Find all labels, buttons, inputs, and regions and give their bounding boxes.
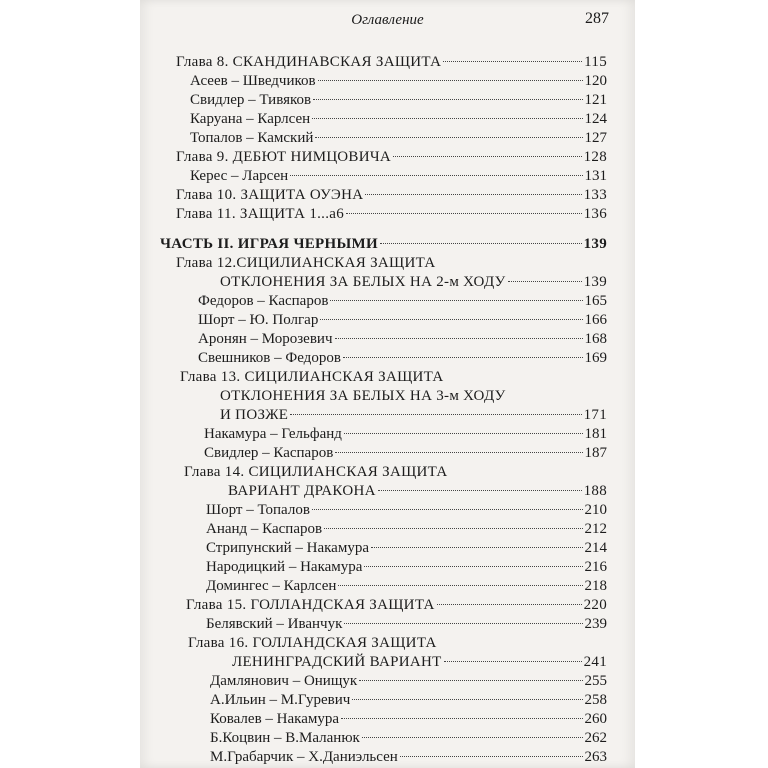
toc-game: Белявский – Иванчук 239 — [206, 616, 607, 632]
toc-game: Ковалев – Накамура 260 — [210, 711, 607, 727]
toc-game: Накамура – Гельфанд 181 — [204, 426, 607, 442]
toc-game: М.Грабарчик – Х.Даниэльсен 263 — [210, 749, 607, 765]
toc-game: Свешников – Федоров 169 — [198, 350, 607, 366]
toc-game: Шорт – Ю. Полгар 166 — [198, 312, 607, 328]
toc-game: Домингес – Карлсен 218 — [206, 578, 607, 594]
toc-chapter: Глава 16. ГОЛЛАНДСКАЯ ЗАЩИТА — [188, 635, 437, 651]
toc-game: Свидлер – Каспаров 187 — [204, 445, 607, 461]
toc-game: Асеев – Шведчиков 120 — [190, 73, 607, 89]
toc-game: Каруана – Карлсен 124 — [190, 111, 607, 127]
toc-chapter: Глава 9. ДЕБЮТ НИМЦОВИЧА 128 — [176, 149, 607, 165]
toc-game: Б.Коцвин – В.Маланюк 262 — [210, 730, 607, 746]
toc-chapter-subtitle: И ПОЗЖЕ 171 — [220, 407, 607, 423]
toc-game: Ананд – Каспаров 212 — [206, 521, 607, 537]
toc-chapter-subtitle: ОТКЛОНЕНИЯ ЗА БЕЛЫХ НА 2-м ХОДУ 139 — [220, 274, 607, 290]
page-number: 287 — [585, 10, 609, 27]
toc-chapter: Глава 10. ЗАЩИТА ОУЭНА 133 — [176, 187, 607, 203]
toc-chapter: Глава 14. СИЦИЛИАНСКАЯ ЗАЩИТА — [184, 464, 448, 480]
toc-game: Дамлянович – Онищук 255 — [210, 673, 607, 689]
toc-game: Стрипунский – Накамура 214 — [206, 540, 607, 556]
toc-game: Керес – Ларсен 131 — [190, 168, 607, 184]
toc-game: Федоров – Каспаров 165 — [198, 293, 607, 309]
toc-part: ЧАСТЬ II. ИГРАЯ ЧЕРНЫМИ 139 — [160, 236, 607, 252]
toc-game: Свидлер – Тивяков 121 — [190, 92, 607, 108]
toc-game: Топалов – Камский 127 — [190, 130, 607, 146]
toc-chapter: Глава 11. ЗАЩИТА 1...а6 136 — [176, 206, 607, 222]
running-title: Оглавление — [351, 12, 424, 28]
table-of-contents — [140, 0, 635, 768]
toc-chapter-subtitle: ОТКЛОНЕНИЯ ЗА БЕЛЫХ НА 3-м ХОДУ — [220, 388, 506, 404]
toc-game: А.Ильин – М.Гуревич 258 — [210, 692, 607, 708]
toc-chapter: Глава 12.СИЦИЛИАНСКАЯ ЗАЩИТА — [176, 255, 436, 271]
toc-game: Шорт – Топалов 210 — [206, 502, 607, 518]
toc-game: Аронян – Морозевич 168 — [198, 331, 607, 347]
toc-chapter: Глава 15. ГОЛЛАНДСКАЯ ЗАЩИТА 220 — [186, 597, 607, 613]
toc-chapter-subtitle: ЛЕНИНГРАДСКИЙ ВАРИАНТ 241 — [232, 654, 607, 670]
book-page — [140, 0, 635, 768]
toc-chapter-subtitle: ВАРИАНТ ДРАКОНА 188 — [228, 483, 607, 499]
toc-chapter: Глава 8. СКАНДИНАВСКАЯ ЗАЩИТА 115 — [176, 54, 607, 70]
toc-chapter: Глава 13. СИЦИЛИАНСКАЯ ЗАЩИТА — [180, 369, 444, 385]
toc-game: Народицкий – Накамура 216 — [206, 559, 607, 575]
